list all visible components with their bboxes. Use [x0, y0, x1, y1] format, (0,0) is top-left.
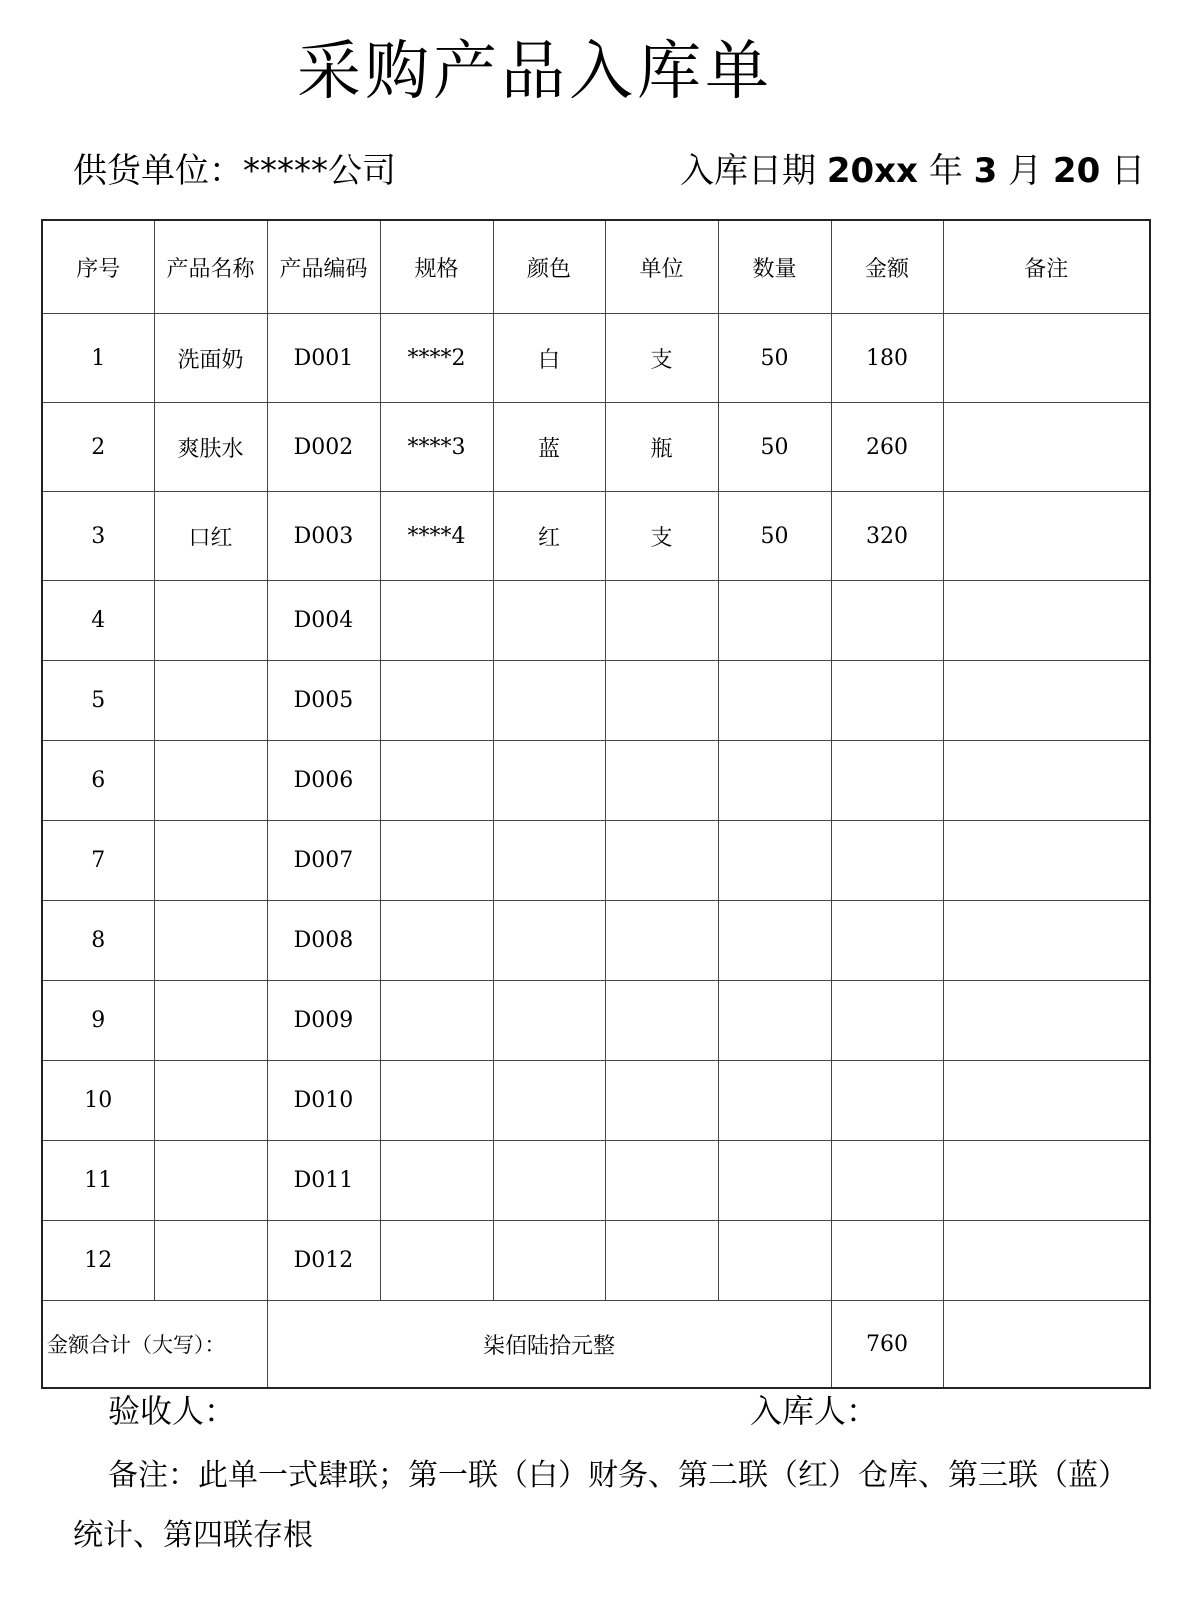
cell-index: 1: [42, 314, 154, 403]
cell-amount: 320: [831, 492, 943, 581]
cell-product-code: D004: [267, 581, 380, 661]
cell-index: 2: [42, 403, 154, 492]
header-color: 颜色: [493, 220, 605, 314]
cell-index: 9: [42, 981, 154, 1061]
cell-product-code: D012: [267, 1221, 380, 1301]
cell-product-name: [154, 1061, 267, 1141]
cell-unit: 支: [605, 314, 718, 403]
table-row: [42, 314, 1150, 403]
cell-color: [493, 1221, 605, 1301]
cell-quantity: [718, 1141, 831, 1221]
cell-color: [493, 901, 605, 981]
table-row: [42, 821, 1150, 901]
cell-amount: [831, 581, 943, 661]
table-row: [42, 492, 1150, 581]
cell-unit: [605, 581, 718, 661]
cell-spec: [380, 1221, 493, 1301]
cell-amount: 260: [831, 403, 943, 492]
cell-color: 红: [493, 492, 605, 581]
header-spec: 规格: [380, 220, 493, 314]
header-unit: 单位: [605, 220, 718, 314]
date-month: 3: [973, 151, 998, 191]
cell-index: 4: [42, 581, 154, 661]
cell-product-name: [154, 821, 267, 901]
cell-quantity: [718, 1221, 831, 1301]
cell-color: [493, 1061, 605, 1141]
cell-product-name: [154, 901, 267, 981]
cell-spec: [380, 1061, 493, 1141]
header-amount: 金额: [831, 220, 943, 314]
cell-product-name: 口红: [154, 492, 267, 581]
cell-product-code: D002: [267, 403, 380, 492]
cell-product-code: D010: [267, 1061, 380, 1141]
cell-unit: 瓶: [605, 403, 718, 492]
note-line-1: 备注：此单一式肆联；第一联（白）财务、第二联（红）仓库、第三联（蓝）: [108, 1458, 1128, 1493]
cell-color: 白: [493, 314, 605, 403]
supplier-label: 供货单位：: [73, 151, 243, 191]
cell-quantity: [718, 821, 831, 901]
cell-index: 7: [42, 821, 154, 901]
document-title: 采购产品入库单: [297, 35, 773, 109]
supplier-field: [73, 143, 396, 192]
table-row: [42, 741, 1150, 821]
cell-product-name: 爽肤水: [154, 403, 267, 492]
table-row: [42, 403, 1150, 492]
header-index: 序号: [42, 220, 154, 314]
cell-unit: [605, 901, 718, 981]
stocker-label: 入库人：: [750, 1392, 879, 1430]
cell-remark: [943, 901, 1150, 981]
cell-remark: [943, 741, 1150, 821]
cell-amount: [831, 741, 943, 821]
header-remark: 备注: [943, 220, 1150, 314]
cell-unit: [605, 1061, 718, 1141]
total-row: [42, 1301, 1150, 1389]
cell-quantity: [718, 741, 831, 821]
cell-spec: ****3: [380, 403, 493, 492]
cell-quantity: [718, 581, 831, 661]
cell-unit: [605, 741, 718, 821]
cell-unit: [605, 981, 718, 1061]
cell-amount: [831, 981, 943, 1061]
date-label: 入库日期: [680, 151, 816, 191]
cell-amount: [831, 821, 943, 901]
cell-remark: [943, 314, 1150, 403]
table-row: [42, 1221, 1150, 1301]
cell-quantity: [718, 981, 831, 1061]
cell-spec: [380, 901, 493, 981]
cell-remark: [943, 981, 1150, 1061]
cell-remark: [943, 403, 1150, 492]
cell-index: 10: [42, 1061, 154, 1141]
cell-product-name: [154, 1221, 267, 1301]
cell-unit: [605, 821, 718, 901]
cell-remark: [943, 821, 1150, 901]
cell-spec: [380, 821, 493, 901]
cell-product-code: D007: [267, 821, 380, 901]
date-day: 20: [1052, 151, 1101, 191]
date-year-unit: 年: [928, 151, 963, 191]
cell-product-name: [154, 1141, 267, 1221]
cell-product-code: D008: [267, 901, 380, 981]
cell-product-code: D005: [267, 661, 380, 741]
stock-date: [680, 143, 1145, 192]
table-row: [42, 1141, 1150, 1221]
cell-amount: [831, 1221, 943, 1301]
date-month-unit: 月: [1008, 151, 1043, 191]
cell-remark: [943, 581, 1150, 661]
cell-quantity: [718, 901, 831, 981]
cell-product-code: D006: [267, 741, 380, 821]
cell-spec: [380, 1141, 493, 1221]
total-amount: 760: [831, 1301, 943, 1389]
cell-product-code: D001: [267, 314, 380, 403]
cell-remark: [943, 1141, 1150, 1221]
header-product-name: 产品名称: [154, 220, 267, 314]
cell-color: [493, 581, 605, 661]
cell-product-code: D009: [267, 981, 380, 1061]
date-day-unit: 日: [1111, 151, 1146, 191]
cell-index: 6: [42, 741, 154, 821]
total-words: 柒佰陆拾元整: [267, 1301, 831, 1389]
cell-index: 8: [42, 901, 154, 981]
cell-spec: [380, 741, 493, 821]
cell-product-name: [154, 661, 267, 741]
cell-color: 蓝: [493, 403, 605, 492]
cell-unit: 支: [605, 492, 718, 581]
cell-remark: [943, 661, 1150, 741]
cell-remark: [943, 1061, 1150, 1141]
cell-color: [493, 981, 605, 1061]
cell-index: 5: [42, 661, 154, 741]
cell-index: 3: [42, 492, 154, 581]
header-quantity: 数量: [718, 220, 831, 314]
cell-product-name: [154, 581, 267, 661]
table-row: [42, 1061, 1150, 1141]
cell-unit: [605, 661, 718, 741]
header-product-code: 产品编码: [267, 220, 380, 314]
cell-color: [493, 1141, 605, 1221]
cell-quantity: 50: [718, 403, 831, 492]
cell-spec: ****4: [380, 492, 493, 581]
table-row: [42, 661, 1150, 741]
inspector-label: 验收人：: [108, 1392, 237, 1430]
cell-unit: [605, 1221, 718, 1301]
cell-unit: [605, 1141, 718, 1221]
cell-amount: [831, 1061, 943, 1141]
stock-table: [41, 219, 1151, 1389]
cell-amount: 180: [831, 314, 943, 403]
table-header-row: [42, 220, 1150, 314]
cell-color: [493, 741, 605, 821]
cell-product-name: [154, 981, 267, 1061]
cell-amount: [831, 1141, 943, 1221]
cell-spec: ****2: [380, 314, 493, 403]
cell-index: 12: [42, 1221, 154, 1301]
cell-spec: [380, 981, 493, 1061]
cell-color: [493, 821, 605, 901]
cell-spec: [380, 581, 493, 661]
cell-product-name: [154, 741, 267, 821]
table-row: [42, 581, 1150, 661]
cell-quantity: 50: [718, 492, 831, 581]
cell-amount: [831, 661, 943, 741]
cell-product-code: D011: [267, 1141, 380, 1221]
cell-product-code: D003: [267, 492, 380, 581]
cell-color: [493, 661, 605, 741]
cell-quantity: [718, 661, 831, 741]
cell-index: 11: [42, 1141, 154, 1221]
cell-product-name: 洗面奶: [154, 314, 267, 403]
table-row: [42, 981, 1150, 1061]
table-row: [42, 901, 1150, 981]
supplier-value: *****公司: [243, 151, 396, 191]
cell-quantity: [718, 1061, 831, 1141]
cell-amount: [831, 901, 943, 981]
total-remark: [943, 1301, 1150, 1389]
cell-quantity: 50: [718, 314, 831, 403]
date-year: 20xx: [826, 151, 918, 191]
total-label: 金额合计（大写）：: [42, 1301, 267, 1389]
cell-remark: [943, 492, 1150, 581]
cell-remark: [943, 1221, 1150, 1301]
note-line-2: 统计、第四联存根: [73, 1518, 313, 1553]
cell-spec: [380, 661, 493, 741]
